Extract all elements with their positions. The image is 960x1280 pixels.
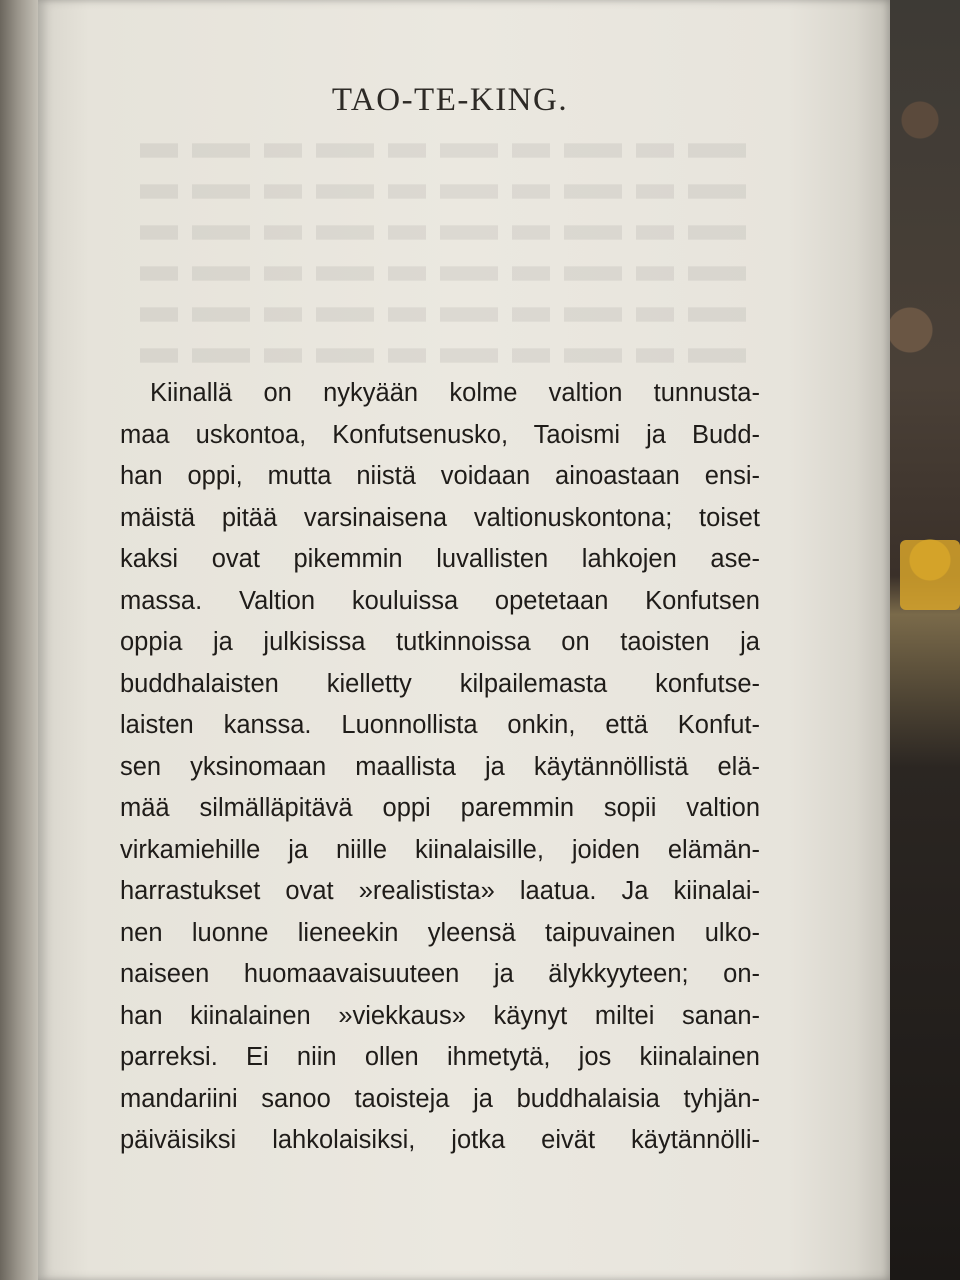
text-line: mandariini sanoo taoisteja ja buddhalaisia tyhjän- (120, 1084, 760, 1113)
text-line: nen luonne lieneekin yleensä taipuvainen ulko- (120, 918, 760, 947)
text-line: han oppi, mutta niistä voidaan ainoastaan ensi- (120, 462, 760, 490)
text-line: laisten kanssa. Luonnollista onkin, että Konfut- (120, 711, 760, 739)
text-line: Kiinallä on nykyään kolme valtion tunnusta- (150, 379, 760, 407)
page-title: TAO-TE-KING. (331, 82, 569, 118)
text-line: mää silmälläpitävä oppi paremmin sopii valtion (120, 794, 760, 822)
text-line: parreksi. Ei niin ollen ihmetytä, jos kiinalainen (120, 1043, 760, 1071)
text-line: naiseen huomaavaisuuteen ja älykkyyteen; on- (120, 960, 760, 988)
text-line: virkamiehille ja niille kiinalaisille, joiden elämän- (120, 835, 760, 864)
text-line: mäistä pitää varsinaisena valtionuskontona; toiset (120, 503, 760, 532)
background-surface (880, 0, 960, 1280)
text-line: kaksi ovat pikemmin luvallisten lahkojen ase- (120, 545, 760, 573)
text-line: harrastukset ovat »realistista» laatua. Ja kiinalai- (120, 877, 760, 905)
text-line: oppia ja julkisissa tutkinnoissa on taoisten ja (120, 628, 760, 656)
facing-page-edge (0, 0, 40, 1280)
text-line: päiväisiksi lahkolaisiksi, jotka eivät käytännölli- (120, 1126, 760, 1154)
text-line: sen yksinomaan maallista ja käytännöllistä elä- (120, 752, 760, 781)
body-paragraph (120, 373, 760, 1162)
text-line: massa. Valtion kouluissa opetetaan Konfutsen (120, 586, 760, 615)
text-line: han kiinalainen »viekkaus» käynyt miltei sanan- (120, 1001, 760, 1030)
text-line: maa uskontoa, Konfutsenusko, Taoismi ja Budd- (120, 420, 760, 449)
background-object (900, 540, 960, 610)
text-line: buddhalaisten kielletty kilpailemasta konfutse- (120, 669, 760, 698)
